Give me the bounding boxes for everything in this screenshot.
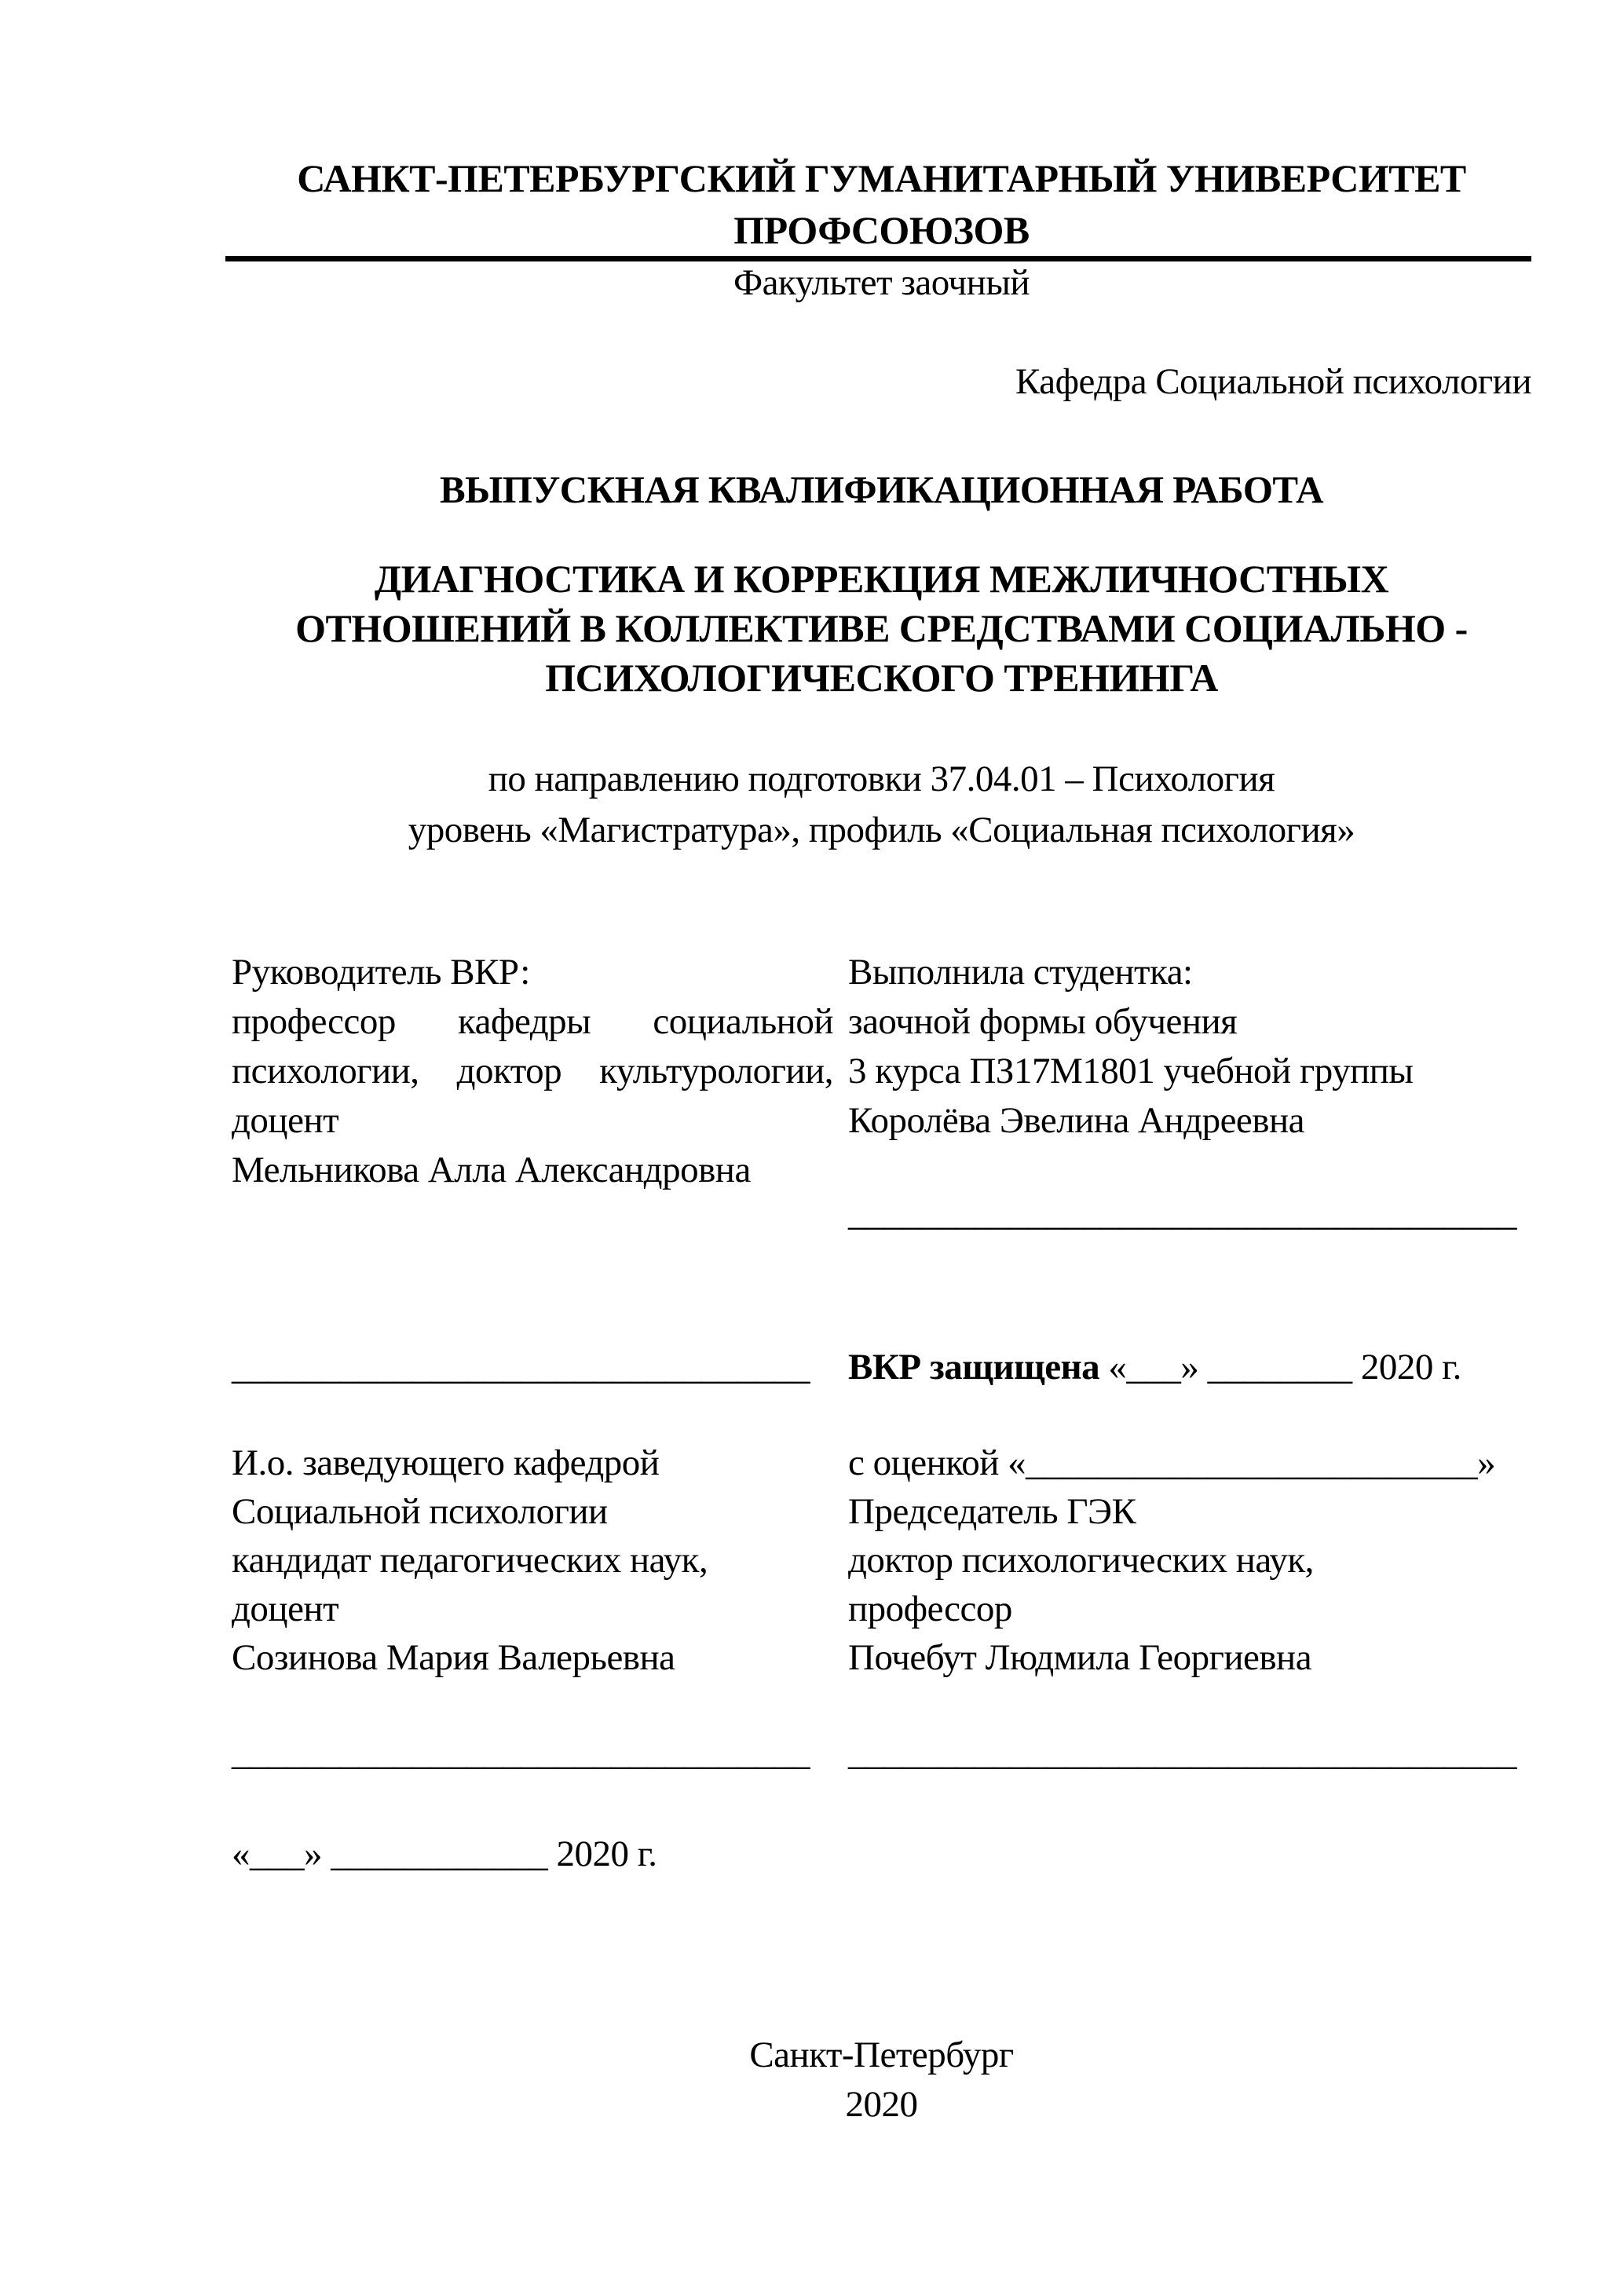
committee-line: Председатель ГЭК: [848, 1491, 1136, 1532]
thesis-title-line1: ДИАГНОСТИКА И КОРРЕКЦИЯ МЕЖЛИЧНОСТНЫХ: [374, 557, 1389, 601]
supervisor-name: Мельникова Алла Александровна: [232, 1150, 751, 1190]
university-name-line2: ПРОФСОЮЗОВ: [733, 208, 1030, 252]
footer-year: 2020: [845, 2084, 918, 2125]
program-info: [232, 754, 1531, 856]
department-head-line: И.о. заведующего кафедрой: [232, 1442, 660, 1483]
grade-line: с оценкой «_________________________»: [848, 1442, 1496, 1483]
supervisor-line: профессор кафедры социальной: [232, 1001, 833, 1042]
thesis-title: [232, 554, 1531, 703]
committee-line: профессор: [848, 1589, 1012, 1629]
department-head-date-line: «___» ____________ 2020 г.: [232, 1834, 657, 1874]
student-signature-line: _____________________________________: [848, 1193, 1516, 1234]
program-line2: уровень «Магистратура», профиль «Социальная психология»: [408, 810, 1355, 850]
supervisor-block: [232, 948, 833, 1195]
thesis-title-line3: ПСИХОЛОГИЧЕСКОГО ТРЕНИНГА: [545, 656, 1218, 700]
committee-chair-signature-line: _____________________________________: [848, 1732, 1516, 1773]
defense-label: ВКР защищена: [848, 1347, 1100, 1387]
department-head-block: [232, 1439, 844, 1682]
defense-date-blanks: «___» ________ 2020 г.: [1108, 1347, 1461, 1387]
footer-city: Санкт-Петербург: [749, 2035, 1014, 2075]
defense-date-row: [848, 1343, 1539, 1392]
university-name-line1: САНКТ-ПЕТЕРБУРГСКИЙ ГУМАНИТАРНЫЙ УНИВЕРСИТЕТ: [297, 156, 1466, 200]
footer: [232, 2031, 1531, 2130]
faculty-line: Факультет заочный: [733, 262, 1030, 303]
department-head-line: кандидат педагогических наук,: [232, 1540, 708, 1581]
department-head-name: Созинова Мария Валерьевна: [232, 1637, 675, 1678]
program-line1: по направлению подготовки 37.04.01 – Психология: [488, 759, 1275, 799]
student-line: 3 курса ПЗ17М1801 учебной группы: [848, 1051, 1414, 1091]
student-name: Королёва Эвелина Андреевна: [848, 1100, 1304, 1141]
department-head-line: доцент: [232, 1589, 339, 1629]
supervisor-heading: Руководитель ВКР:: [232, 952, 530, 993]
student-block: [848, 948, 1539, 1146]
committee-block: [848, 1439, 1539, 1682]
department-head-signature-line: ________________________________: [232, 1732, 810, 1773]
student-line: заочной формы обучения: [848, 1001, 1238, 1042]
supervisor-line: доцент: [232, 1100, 339, 1141]
committee-line: доктор психологических наук,: [848, 1540, 1314, 1581]
committee-chair-name: Почебут Людмила Георгиевна: [848, 1637, 1312, 1678]
department-head-line: Социальной психологии: [232, 1491, 608, 1532]
supervisor-signature-line: ________________________________: [232, 1347, 810, 1387]
department-line: Кафедра Социальной психологии: [1015, 361, 1531, 402]
student-heading: Выполнила студентка:: [848, 952, 1193, 993]
thesis-title-line2: ОТНОШЕНИЙ В КОЛЛЕКТИВЕ СРЕДСТВАМИ СОЦИАЛЬНО -: [295, 606, 1468, 650]
work-type-heading: ВЫПУСКНАЯ КВАЛИФИКАЦИОННАЯ РАБОТА: [439, 468, 1324, 511]
supervisor-line: психологии, доктор культурологии,: [232, 1051, 833, 1091]
university-name: [232, 152, 1531, 256]
